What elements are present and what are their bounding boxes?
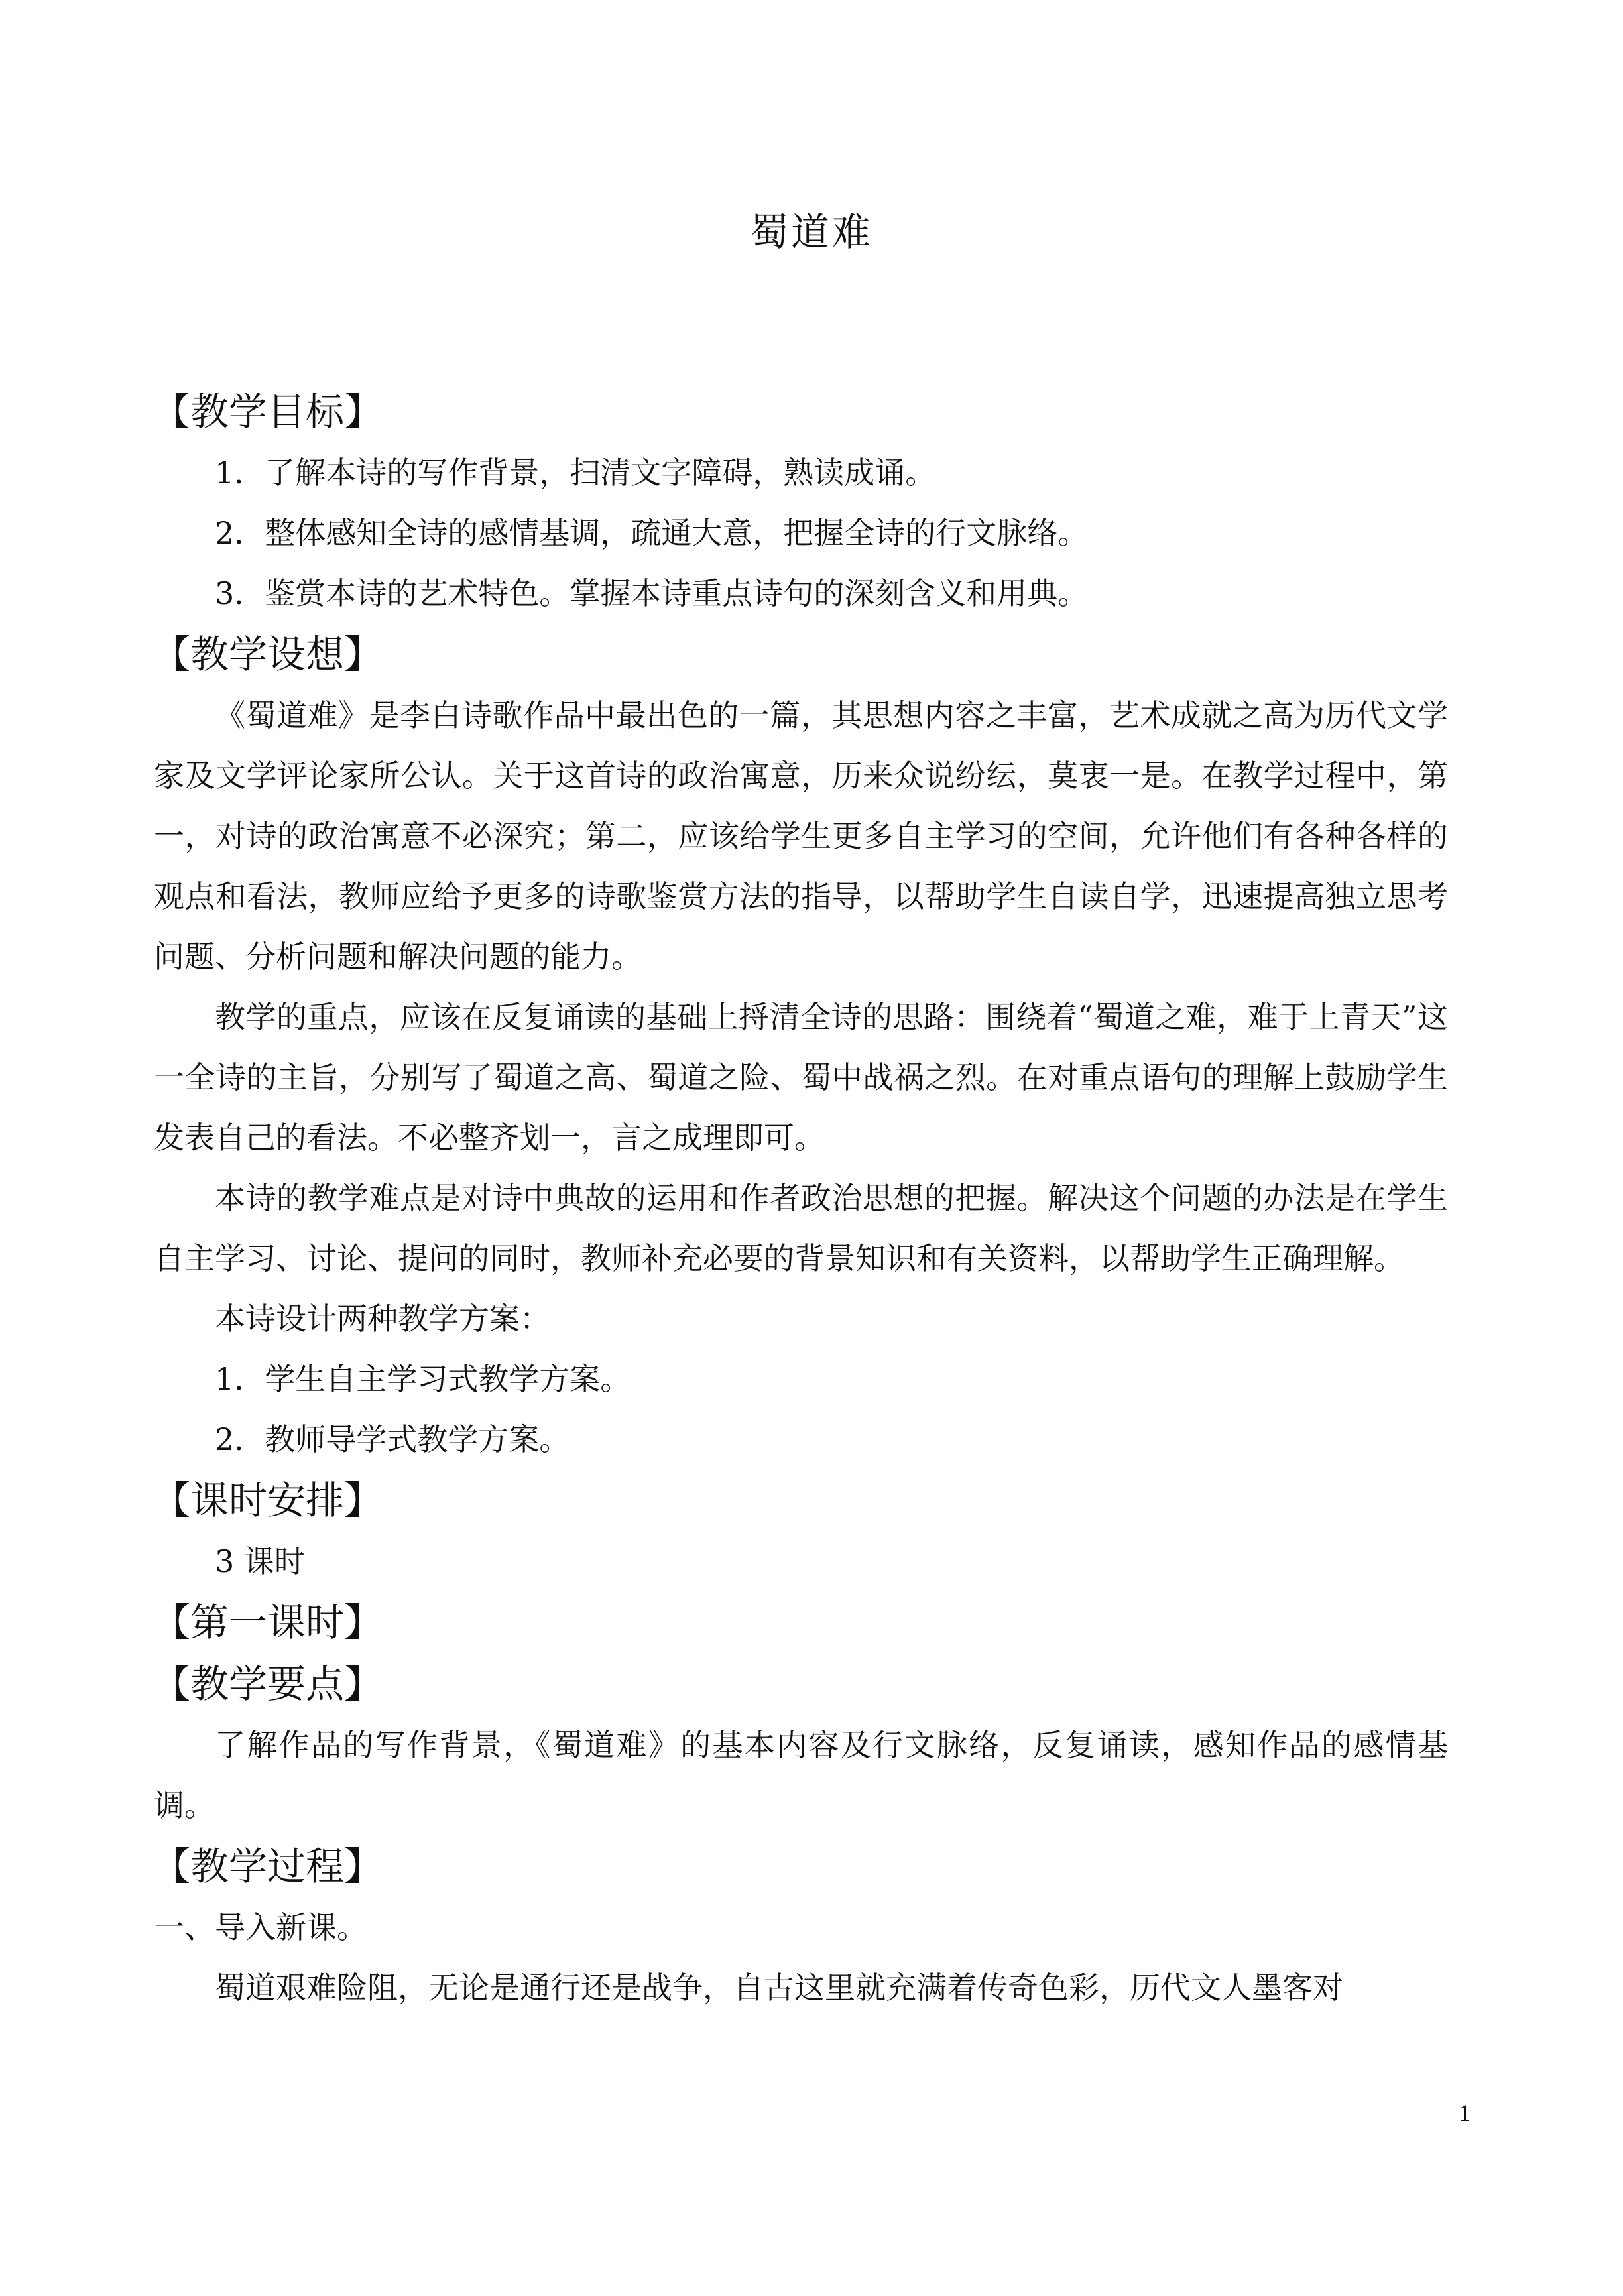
- process-step-1-text: 蜀道艰难险阻，无论是通行还是战争，自古这里就充满着传奇色彩，历代文人墨客对: [215, 1970, 1343, 2006]
- design-paragraph-3: 本诗的教学难点是对诗中典故的运用和作者政治思想的把握。解决这个问题的办法是在学生自主学习、讨论、提问的同时，教师补充必要的背景知识和有关资料，以帮助学生正确理解。: [154, 1180, 1448, 1276]
- schedule-text: 3 课时: [215, 1543, 305, 1579]
- section-heading-objectives: 【教学目标】: [152, 389, 383, 434]
- objective-item-1: 1．了解本诗的写作背景，扫清文字障碍，熟读成诵。: [215, 455, 936, 491]
- design-paragraph-2: 教学的重点，应该在反复诵读的基础上捋清全诗的思路：围绕着“蜀道之难，难于上青天”这一全诗的主旨，分别写了蜀道之高、蜀道之险、蜀中战祸之烈。在对重点语句的理解上鼓励学生发表自己的看法。不必整齐划一，言之成理即可。: [154, 999, 1448, 1156]
- plan-item-1: 1．学生自主学习式教学方案。: [215, 1361, 631, 1397]
- design-paragraph-1: 《蜀道难》是李白诗歌作品中最出色的一篇，其思想内容之丰富，艺术成就之高为历代文学家及文学评论家所公认。关于这首诗的政治寓意，历来众说纷纭，莫衷一是。在教学过程中，第一，对诗的政治寓意不必深究；第二，应该给学生更多自主学习的空间，允许他们有各种各样的观点和看法，教师应给予更多的诗歌鉴赏方法的指导，以帮助学生自读自学，迅速提高独立思考问题、分析问题和解决问题的能力。: [154, 697, 1448, 975]
- process-step-1: 一、导入新课。: [154, 1909, 367, 1945]
- section-heading-schedule: 【课时安排】: [152, 1478, 383, 1523]
- page-number: 1: [1459, 2100, 1471, 2126]
- section-heading-first-lesson: 【第一课时】: [152, 1600, 383, 1645]
- section-heading-design: 【教学设想】: [152, 632, 383, 677]
- plan-item-2: 2．教师导学式教学方案。: [215, 1421, 570, 1457]
- objective-item-2: 2．整体感知全诗的感情基调，疏通大意，把握全诗的行文脉络。: [215, 515, 1089, 551]
- page-title: 蜀道难: [749, 210, 873, 255]
- design-paragraph-4: 本诗设计两种教学方案：: [215, 1301, 550, 1337]
- document-body: [154, 381, 1448, 2018]
- section-heading-process: 【教学过程】: [152, 1844, 383, 1889]
- key-points-text: 了解作品的写作背景，《蜀道难》的基本内容及行文脉络，反复诵读，感知作品的感情基调。: [154, 1727, 1448, 1823]
- objective-item-3: 3．鉴赏本诗的艺术特色。掌握本诗重点诗句的深刻含义和用典。: [215, 575, 1089, 611]
- section-heading-key-points: 【教学要点】: [152, 1662, 383, 1707]
